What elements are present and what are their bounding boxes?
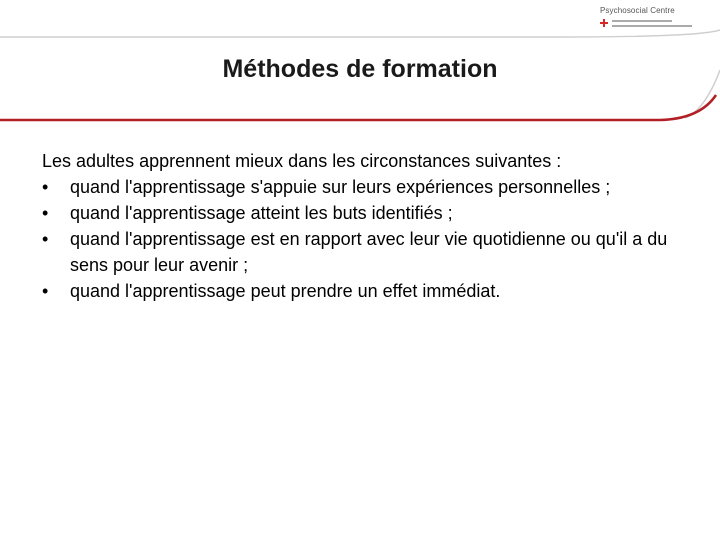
list-item bbox=[42, 278, 682, 304]
list-item-text: quand l'apprentissage s'appuie sur leurs expériences personnelles ; bbox=[70, 177, 611, 197]
bullet-icon: • bbox=[42, 203, 49, 223]
list-item bbox=[42, 200, 682, 226]
header-accent-line bbox=[0, 95, 716, 120]
bullet-list bbox=[42, 174, 682, 304]
header-top-curve bbox=[0, 30, 720, 37]
page-title: Méthodes de formation bbox=[222, 55, 498, 83]
list-item bbox=[42, 174, 682, 200]
list-item bbox=[42, 226, 682, 278]
logo bbox=[596, 6, 716, 30]
intro-text: Les adultes apprennent mieux dans les circonstances suivantes : bbox=[42, 151, 562, 171]
slide-body bbox=[42, 148, 682, 304]
red-cross-icon bbox=[600, 19, 608, 27]
logo-name: Psychosocial Centre bbox=[600, 6, 675, 15]
logo-subtitle-line bbox=[612, 20, 672, 22]
bullet-icon: • bbox=[42, 229, 49, 249]
list-item-text: quand l'apprentissage est en rapport avec leur vie quotidienne ou qu'il a du sens pour leur avenir ; bbox=[70, 229, 668, 275]
logo-subtitle-line bbox=[612, 25, 692, 27]
bullet-icon: • bbox=[42, 177, 49, 197]
list-item-text: quand l'apprentissage atteint les buts identifiés ; bbox=[70, 203, 453, 223]
list-item-text: quand l'apprentissage peut prendre un effet immédiat. bbox=[70, 281, 501, 301]
bullet-icon: • bbox=[42, 281, 49, 301]
